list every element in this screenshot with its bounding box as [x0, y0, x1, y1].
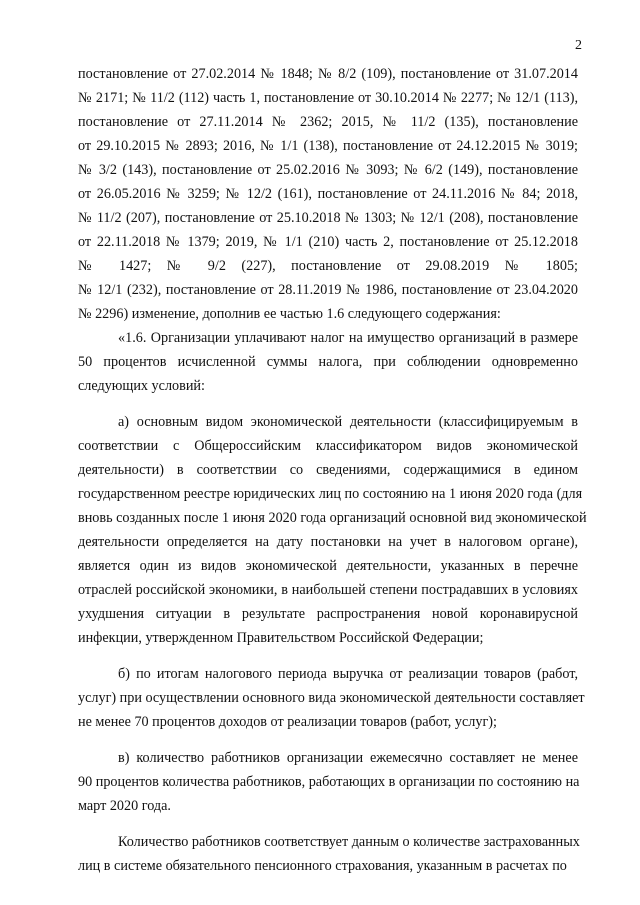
- text-line: б) по итогам налогового периода выручка от реализации товаров (работ,: [118, 666, 578, 682]
- text-line: от 26.05.2016 № 3259; № 12/2 (161), постановление от 24.11.2016 № 84; 2018,: [78, 186, 578, 202]
- text-line: деятельности определяется на дату постановки на учет в налоговом органе),: [78, 534, 578, 550]
- paragraph-gap: [78, 650, 578, 662]
- text-line: № 3/2 (143), постановление от 25.02.2016 № 3093; № 6/2 (149), постановление: [78, 162, 578, 178]
- text-line: март 2020 года.: [78, 798, 171, 814]
- text-line: инфекции, утвержденном Правительством Российской Федерации;: [78, 630, 484, 646]
- text-line: вновь созданных после 1 июня 2020 года организаций основной вид экономической: [78, 510, 587, 526]
- text-line: постановление от 27.11.2014 № 2362; 2015, № 11/2 (135), постановление: [78, 114, 578, 130]
- text-line: отраслей российской экономики, в наибольшей степени пострадавших в условиях: [78, 582, 578, 598]
- text-line: является один из видов экономической деятельности, указанных в перечне: [78, 558, 578, 574]
- text-line: постановление от 27.02.2014 № 1848; № 8/2 (109), постановление от 31.07.2014: [78, 66, 578, 82]
- page-number: 2: [575, 38, 582, 53]
- text-line: № 12/1 (232), постановление от 28.11.2019 № 1986, постановление от 23.04.2020: [78, 282, 578, 298]
- text-line: Количество работников соответствует данным о количестве застрахованных: [118, 834, 580, 850]
- text-line: деятельности) в соответствии со сведениями, содержащимися в едином: [78, 462, 578, 478]
- paragraph: [78, 326, 578, 398]
- text-line: соответствии с Общероссийским классификатором видов экономической: [78, 438, 578, 454]
- text-line: 90 процентов количества работников, работающих в организации по состоянию на: [78, 774, 580, 790]
- text-line: в) количество работников организации ежемесячно составляет не менее: [118, 750, 578, 766]
- text-line: не менее 70 процентов доходов от реализации товаров (работ, услуг);: [78, 714, 497, 730]
- paragraph-gap: [78, 398, 578, 410]
- text-line: № 2171; № 11/2 (112) часть 1, постановление от 30.10.2014 № 2277; № 12/1 (113),: [78, 90, 578, 106]
- text-line: государственном реестре юридических лиц по состоянию на 1 июня 2020 года (для: [78, 486, 583, 502]
- text-line: от 22.11.2018 № 1379; 2019, № 1/1 (210) часть 2, постановление от 25.12.2018: [78, 234, 578, 250]
- text-line: № 1427; № 9/2 (227), постановление от 29.08.2019 № 1805;: [78, 258, 578, 274]
- document-body: [78, 62, 587, 878]
- text-line: а) основным видом экономической деятельности (классифицируемым в: [118, 414, 578, 430]
- text-line: услуг) при осуществлении основного вида экономической деятельности составляет: [78, 690, 585, 706]
- text-line: от 29.10.2015 № 2893; 2016, № 1/1 (138), постановление от 24.12.2015 № 3019;: [78, 138, 578, 154]
- text-line: «1.6. Организации уплачивают налог на имущество организаций в размере: [118, 330, 578, 346]
- paragraph: [78, 410, 587, 650]
- text-line: лиц в системе обязательного пенсионного страхования, указанным в расчетах по: [78, 858, 567, 874]
- text-line: № 2296) изменение, дополнив ее частью 1.6 следующего содержания:: [78, 306, 501, 322]
- paragraph: [78, 62, 578, 326]
- text-line: № 11/2 (207), постановление от 25.10.2018 № 1303; № 12/1 (208), постановление: [78, 210, 578, 226]
- paragraph: [78, 746, 578, 818]
- paragraph: [78, 830, 578, 878]
- paragraph-gap: [78, 734, 578, 746]
- paragraph: [78, 662, 585, 734]
- paragraph-gap: [78, 818, 578, 830]
- text-line: ухудшения ситуации в результате распространения новой коронавирусной: [78, 606, 578, 622]
- text-line: 50 процентов исчисленной суммы налога, при соблюдении одновременно: [78, 354, 578, 370]
- text-line: следующих условий:: [78, 378, 205, 394]
